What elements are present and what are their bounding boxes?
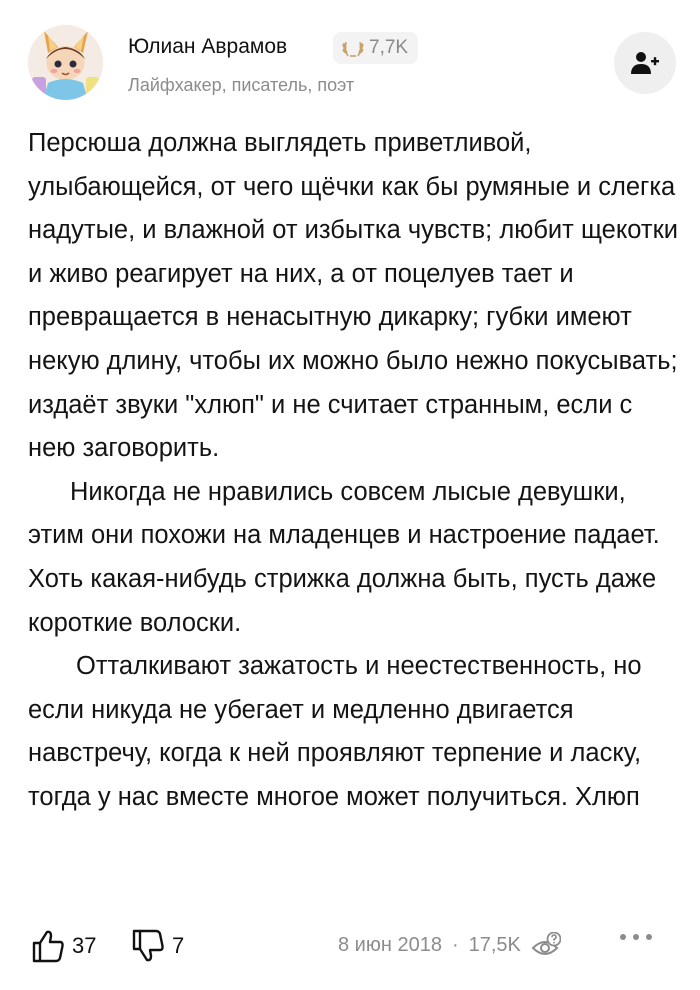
thumbs-up-icon — [30, 928, 66, 964]
more-dot — [620, 934, 626, 940]
post-date: 8 июн 2018 — [338, 933, 442, 956]
post-paragraph: Персюша должна выглядеть приветливой, улыбающейся, от чего щёчки как бы румяные и слегка надутые, и влажной от избытка чувств; любит щекотки и живо реагирует на них, а от поцелуев тает и превращается в ненасытную дикарку; губки имеют некую длину, чтобы их можно было нежно покусывать; издаёт звуки "хлюп" и не считает странным, если с нею заговорить. — [28, 129, 678, 463]
post-paragraph: Никогда не нравились совсем лысые девушки, этим они похожи на младенцев и настроение падает. Хоть какая-нибудь стрижка должна быть, пусть даже короткие волоски. — [28, 477, 660, 637]
laurel-icon — [341, 38, 365, 58]
views-help-icon[interactable] — [531, 932, 561, 958]
rating-badge — [333, 32, 418, 64]
more-dot — [633, 934, 639, 940]
author-description: Лайфхакер, писатель, поэт — [128, 75, 355, 95]
avatar-illustration — [28, 25, 103, 100]
meta-separator: · — [451, 933, 459, 956]
subscribe-button[interactable] — [614, 32, 676, 94]
author-avatar[interactable] — [28, 25, 103, 100]
dislike-button[interactable] — [130, 928, 184, 964]
post-header — [0, 0, 700, 110]
rating-value: 7,7K — [369, 37, 409, 58]
dislike-count: 7 — [172, 933, 185, 958]
thumbs-down-icon — [130, 928, 166, 964]
like-count: 37 — [72, 933, 97, 958]
post-footer — [0, 920, 700, 972]
post-paragraph: Отталкивают зажатость и неестественность, но если никуда не убегает и медленно двигается навстречу, когда к ней проявляют терпение и ласку, тогда у нас вместе многое может получиться. Хлюп — [28, 652, 642, 811]
more-options-button[interactable] — [620, 934, 652, 940]
add-user-icon — [630, 50, 660, 76]
more-dot — [646, 934, 652, 940]
post-content — [28, 122, 680, 820]
view-count: 17,5K — [468, 933, 521, 956]
author-name[interactable]: Юлиан Аврамов — [128, 35, 288, 58]
like-button[interactable] — [30, 928, 96, 964]
post-meta — [338, 932, 561, 958]
